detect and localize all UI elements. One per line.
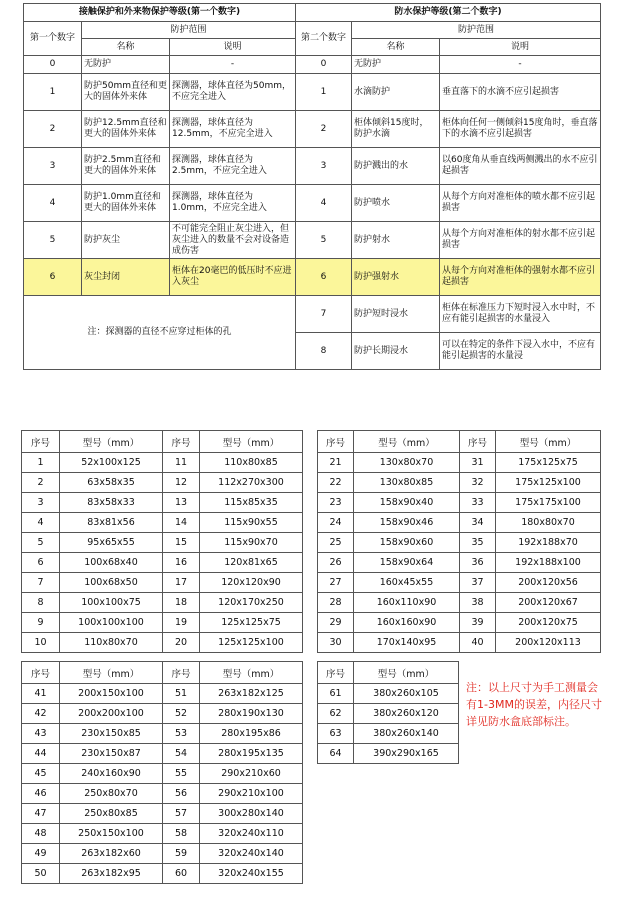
- size-model-cell: 125x125x100: [200, 633, 303, 653]
- size-row: [22, 784, 303, 804]
- size-no-cell: 4: [22, 513, 60, 533]
- size-no-cell: 58: [163, 824, 200, 844]
- size-no-cell: 5: [22, 533, 60, 553]
- size-row: [318, 633, 601, 653]
- size-model-cell: 263x182x95: [60, 864, 163, 884]
- size-no-cell: 52: [163, 704, 200, 724]
- size-model-cell: 160x160x90: [354, 613, 460, 633]
- water-digit: 4: [296, 185, 352, 222]
- first-digit-header: 第一个数字: [24, 22, 82, 56]
- size-row: [22, 593, 303, 613]
- water-name: 防护长期浸水: [352, 333, 440, 370]
- size-row: [22, 533, 303, 553]
- size-no-cell: 62: [318, 704, 354, 724]
- dust-name: 防护50mm直径和更大的固体外来体: [82, 74, 170, 111]
- dust-note: 注：探测器的直径不应穿过柜体的孔: [24, 296, 296, 370]
- water-desc: 以60度角从垂直线两侧溅出的水不应引起损害: [440, 148, 601, 185]
- size-no-cell: 6: [22, 553, 60, 573]
- size-no-cell: 45: [22, 764, 60, 784]
- size-model-cell: 290x210x60: [200, 764, 303, 784]
- size-row: [22, 764, 303, 784]
- size-model-cell: 200x150x100: [60, 684, 163, 704]
- size-row: [318, 724, 459, 744]
- size-no-cell: 51: [163, 684, 200, 704]
- size-row: [318, 684, 459, 704]
- size-no-cell: 29: [318, 613, 354, 633]
- size-model-cell: 250x80x85: [60, 804, 163, 824]
- size-model-cell: 175x125x75: [496, 453, 601, 473]
- dust-name: 无防护: [82, 56, 170, 74]
- size-no-cell: 37: [460, 573, 496, 593]
- dust-desc: 探测器，球体直径为12.5mm，不应完全进入: [170, 111, 296, 148]
- col-model-header: 型号（mm）: [496, 431, 601, 453]
- size-no-cell: 15: [163, 533, 200, 553]
- size-row: [22, 684, 303, 704]
- size-model-cell: 115x90x70: [200, 533, 303, 553]
- size-no-cell: 54: [163, 744, 200, 764]
- ip-row: [24, 56, 601, 74]
- water-name: 防护溅出的水: [352, 148, 440, 185]
- size-model-cell: 280x190x130: [200, 704, 303, 724]
- water-name: 防护强射水: [352, 259, 440, 296]
- water-name: 防护射水: [352, 222, 440, 259]
- size-model-cell: 158x90x60: [354, 533, 460, 553]
- water-desc: -: [440, 56, 601, 74]
- size-row: [318, 744, 459, 764]
- size-model-cell: 100x100x100: [60, 613, 163, 633]
- size-model-cell: 320x240x155: [200, 864, 303, 884]
- water-digit: 8: [296, 333, 352, 370]
- size-no-cell: 61: [318, 684, 354, 704]
- dust-name: 防护12.5mm直径和更大的固体外来体: [82, 111, 170, 148]
- dust-desc: -: [170, 56, 296, 74]
- dust-desc: 不可能完全阻止灰尘进入，但灰尘进入的数量不会对设备造成伤害: [170, 222, 296, 259]
- size-row: [22, 704, 303, 724]
- col-model-header: 型号（mm）: [354, 662, 459, 684]
- size-row: [318, 573, 601, 593]
- col-no-header: 序号: [22, 662, 60, 684]
- size-row: [22, 473, 303, 493]
- size-no-cell: 12: [163, 473, 200, 493]
- dust-digit: 2: [24, 111, 82, 148]
- water-desc: 垂直落下的水滴不应引起损害: [440, 74, 601, 111]
- size-model-cell: 320x240x140: [200, 844, 303, 864]
- size-model-cell: 120x170x250: [200, 593, 303, 613]
- size-no-cell: 7: [22, 573, 60, 593]
- size-model-cell: 300x280x140: [200, 804, 303, 824]
- size-row: [22, 744, 303, 764]
- dust-desc: 探测器，球体直径为1.0mm，不应完全进入: [170, 185, 296, 222]
- size-no-cell: 26: [318, 553, 354, 573]
- size-no-cell: 23: [318, 493, 354, 513]
- water-group-title: 防水保护等级(第二个数字): [296, 4, 601, 22]
- size-no-cell: 19: [163, 613, 200, 633]
- size-model-cell: 100x68x40: [60, 553, 163, 573]
- col-model-header: 型号（mm）: [354, 431, 460, 453]
- size-model-cell: 280x195x86: [200, 724, 303, 744]
- size-no-cell: 13: [163, 493, 200, 513]
- size-model-cell: 160x45x55: [354, 573, 460, 593]
- size-model-cell: 110x80x70: [60, 633, 163, 653]
- size-row: [318, 513, 601, 533]
- size-row: [318, 613, 601, 633]
- size-no-cell: 33: [460, 493, 496, 513]
- size-table-3: [21, 661, 303, 884]
- water-digit: 6: [296, 259, 352, 296]
- dust-digit: 3: [24, 148, 82, 185]
- size-no-cell: 31: [460, 453, 496, 473]
- size-no-cell: 18: [163, 593, 200, 613]
- dust-group-title: 接触保护和外来物保护等级(第一个数字): [24, 4, 296, 22]
- col-no-header: 序号: [318, 662, 354, 684]
- size-no-cell: 28: [318, 593, 354, 613]
- size-model-cell: 175x125x100: [496, 473, 601, 493]
- size-row: [22, 844, 303, 864]
- size-no-cell: 64: [318, 744, 354, 764]
- size-no-cell: 41: [22, 684, 60, 704]
- size-row: [22, 573, 303, 593]
- size-row: [22, 513, 303, 533]
- size-model-cell: 112x270x300: [200, 473, 303, 493]
- size-row: [318, 704, 459, 724]
- col-no-header: 序号: [22, 431, 60, 453]
- size-model-cell: 320x240x110: [200, 824, 303, 844]
- size-model-cell: 158x90x46: [354, 513, 460, 533]
- water-digit: 7: [296, 296, 352, 333]
- size-no-cell: 35: [460, 533, 496, 553]
- dust-desc: 探测器，球体直径为50mm，不应完全进入: [170, 74, 296, 111]
- size-no-cell: 27: [318, 573, 354, 593]
- size-row: [318, 473, 601, 493]
- size-model-cell: 125x125x75: [200, 613, 303, 633]
- dust-name-header: 名称: [82, 39, 170, 56]
- size-model-cell: 200x120x56: [496, 573, 601, 593]
- ip-row: [24, 74, 601, 111]
- size-model-cell: 115x85x35: [200, 493, 303, 513]
- water-desc: 从每个方向对准柜体的喷水都不应引起损害: [440, 185, 601, 222]
- col-model-header: 型号（mm）: [200, 662, 303, 684]
- size-no-cell: 44: [22, 744, 60, 764]
- measurement-note: 注：以上尺寸为手工测量会有1-3MM的误差，内径尺寸详见防水盒底部标注。: [466, 681, 602, 728]
- size-no-cell: 38: [460, 593, 496, 613]
- size-no-cell: 11: [163, 453, 200, 473]
- water-scope-header: 防护范围: [352, 22, 601, 39]
- size-model-cell: 250x80x70: [60, 784, 163, 804]
- water-desc: 从每个方向对准柜体的强射水都不应引起损害: [440, 259, 601, 296]
- size-row: [22, 864, 303, 884]
- size-model-cell: 200x120x67: [496, 593, 601, 613]
- size-model-cell: 175x175x100: [496, 493, 601, 513]
- size-model-cell: 280x195x135: [200, 744, 303, 764]
- ip-row: [24, 296, 601, 333]
- size-no-cell: 1: [22, 453, 60, 473]
- size-model-cell: 158x90x40: [354, 493, 460, 513]
- size-model-cell: 120x120x90: [200, 573, 303, 593]
- col-model-header: 型号（mm）: [60, 431, 163, 453]
- water-digit: 5: [296, 222, 352, 259]
- size-row: [22, 633, 303, 653]
- size-row: [318, 533, 601, 553]
- size-row: [318, 493, 601, 513]
- size-model-cell: 83x58x33: [60, 493, 163, 513]
- size-model-cell: 100x68x50: [60, 573, 163, 593]
- size-no-cell: 46: [22, 784, 60, 804]
- dust-digit: 6: [24, 259, 82, 296]
- water-desc: 柜体在标准压力下短时浸入水中时，不应有能引起损害的水量浸入: [440, 296, 601, 333]
- water-name-header: 名称: [352, 39, 440, 56]
- size-row: [318, 553, 601, 573]
- size-no-cell: 47: [22, 804, 60, 824]
- water-name: 防护喷水: [352, 185, 440, 222]
- size-model-cell: 83x81x56: [60, 513, 163, 533]
- size-no-cell: 2: [22, 473, 60, 493]
- size-model-cell: 250x150x100: [60, 824, 163, 844]
- dust-name: 防护2.5mm直径和更大的固体外来体: [82, 148, 170, 185]
- size-no-cell: 56: [163, 784, 200, 804]
- col-model-header: 型号（mm）: [200, 431, 303, 453]
- size-model-cell: 130x80x70: [354, 453, 460, 473]
- size-no-cell: 43: [22, 724, 60, 744]
- size-model-cell: 52x100x125: [60, 453, 163, 473]
- size-model-cell: 100x100x75: [60, 593, 163, 613]
- size-model-cell: 170x140x95: [354, 633, 460, 653]
- size-model-cell: 240x160x90: [60, 764, 163, 784]
- dust-name: 灰尘封闭: [82, 259, 170, 296]
- water-digit: 2: [296, 111, 352, 148]
- size-no-cell: 40: [460, 633, 496, 653]
- dust-name: 防护灰尘: [82, 222, 170, 259]
- size-no-cell: 24: [318, 513, 354, 533]
- size-model-cell: 120x81x65: [200, 553, 303, 573]
- dust-scope-header: 防护范围: [82, 22, 296, 39]
- water-desc: 可以在特定的条件下浸入水中，不应有能引起损害的水量浸: [440, 333, 601, 370]
- dust-desc: 探测器，球体直径为2.5mm，不应完全进入: [170, 148, 296, 185]
- water-name: 柜体倾斜15度时，防护水滴: [352, 111, 440, 148]
- size-no-cell: 21: [318, 453, 354, 473]
- ip-row: [24, 148, 601, 185]
- size-model-cell: 95x65x55: [60, 533, 163, 553]
- size-no-cell: 16: [163, 553, 200, 573]
- size-no-cell: 17: [163, 573, 200, 593]
- size-no-cell: 48: [22, 824, 60, 844]
- col-no-header: 序号: [163, 662, 200, 684]
- size-no-cell: 49: [22, 844, 60, 864]
- size-model-cell: 115x90x55: [200, 513, 303, 533]
- size-no-cell: 57: [163, 804, 200, 824]
- dust-desc: 柜体在20毫巴的低压时不应进入灰尘: [170, 259, 296, 296]
- size-row: [318, 593, 601, 613]
- size-no-cell: 34: [460, 513, 496, 533]
- dust-digit: 1: [24, 74, 82, 111]
- size-row: [318, 453, 601, 473]
- size-model-cell: 380x260x105: [354, 684, 459, 704]
- col-no-header: 序号: [163, 431, 200, 453]
- size-row: [22, 724, 303, 744]
- water-desc-header: 说明: [440, 39, 601, 56]
- size-no-cell: 10: [22, 633, 60, 653]
- size-no-cell: 20: [163, 633, 200, 653]
- size-table-2: [317, 430, 601, 653]
- water-name: 防护短时浸水: [352, 296, 440, 333]
- col-no-header: 序号: [460, 431, 496, 453]
- dust-name: 防护1.0mm直径和更大的固体外来体: [82, 185, 170, 222]
- size-model-cell: 200x120x75: [496, 613, 601, 633]
- size-model-cell: 200x200x100: [60, 704, 163, 724]
- size-model-cell: 158x90x64: [354, 553, 460, 573]
- size-no-cell: 39: [460, 613, 496, 633]
- col-no-header: 序号: [318, 431, 354, 453]
- ip-row: [24, 259, 601, 296]
- size-row: [22, 824, 303, 844]
- water-name: 水滴防护: [352, 74, 440, 111]
- size-no-cell: 53: [163, 724, 200, 744]
- size-no-cell: 32: [460, 473, 496, 493]
- size-model-cell: 263x182x125: [200, 684, 303, 704]
- dust-digit: 0: [24, 56, 82, 74]
- size-row: [22, 493, 303, 513]
- ip-row: [24, 222, 601, 259]
- size-model-cell: 200x120x113: [496, 633, 601, 653]
- size-model-cell: 230x150x87: [60, 744, 163, 764]
- size-row: [22, 613, 303, 633]
- size-model-cell: 380x260x140: [354, 724, 459, 744]
- size-row: [22, 453, 303, 473]
- size-model-cell: 130x80x85: [354, 473, 460, 493]
- size-model-cell: 110x80x85: [200, 453, 303, 473]
- size-model-cell: 230x150x85: [60, 724, 163, 744]
- size-no-cell: 22: [318, 473, 354, 493]
- size-model-cell: 263x182x60: [60, 844, 163, 864]
- water-digit: 3: [296, 148, 352, 185]
- size-model-cell: 390x290x165: [354, 744, 459, 764]
- size-no-cell: 42: [22, 704, 60, 724]
- size-model-cell: 160x110x90: [354, 593, 460, 613]
- size-no-cell: 60: [163, 864, 200, 884]
- water-digit: 0: [296, 56, 352, 74]
- col-model-header: 型号（mm）: [60, 662, 163, 684]
- water-desc: 柜体向任何一侧倾斜15度角时，垂直落下的水滴不应引起损害: [440, 111, 601, 148]
- size-table-4: [317, 661, 459, 764]
- size-no-cell: 59: [163, 844, 200, 864]
- water-desc: 从每个方向对准柜体的射水都不应引起损害: [440, 222, 601, 259]
- ip-rating-table: [23, 3, 601, 370]
- size-no-cell: 3: [22, 493, 60, 513]
- size-no-cell: 36: [460, 553, 496, 573]
- dust-desc-header: 说明: [170, 39, 296, 56]
- size-no-cell: 25: [318, 533, 354, 553]
- size-row: [22, 553, 303, 573]
- size-no-cell: 9: [22, 613, 60, 633]
- size-no-cell: 30: [318, 633, 354, 653]
- size-no-cell: 14: [163, 513, 200, 533]
- size-model-cell: 290x210x100: [200, 784, 303, 804]
- ip-row: [24, 185, 601, 222]
- dust-digit: 5: [24, 222, 82, 259]
- size-model-cell: 63x58x35: [60, 473, 163, 493]
- size-model-cell: 380x260x120: [354, 704, 459, 724]
- water-digit: 1: [296, 74, 352, 111]
- size-no-cell: 63: [318, 724, 354, 744]
- ip-row: [24, 111, 601, 148]
- size-no-cell: 55: [163, 764, 200, 784]
- dust-digit: 4: [24, 185, 82, 222]
- size-model-cell: 192x188x70: [496, 533, 601, 553]
- size-table-1: [21, 430, 303, 653]
- size-no-cell: 50: [22, 864, 60, 884]
- size-model-cell: 180x80x70: [496, 513, 601, 533]
- second-digit-header: 第二个数字: [296, 22, 352, 56]
- size-no-cell: 8: [22, 593, 60, 613]
- water-name: 无防护: [352, 56, 440, 74]
- size-row: [22, 804, 303, 824]
- size-model-cell: 192x188x100: [496, 553, 601, 573]
